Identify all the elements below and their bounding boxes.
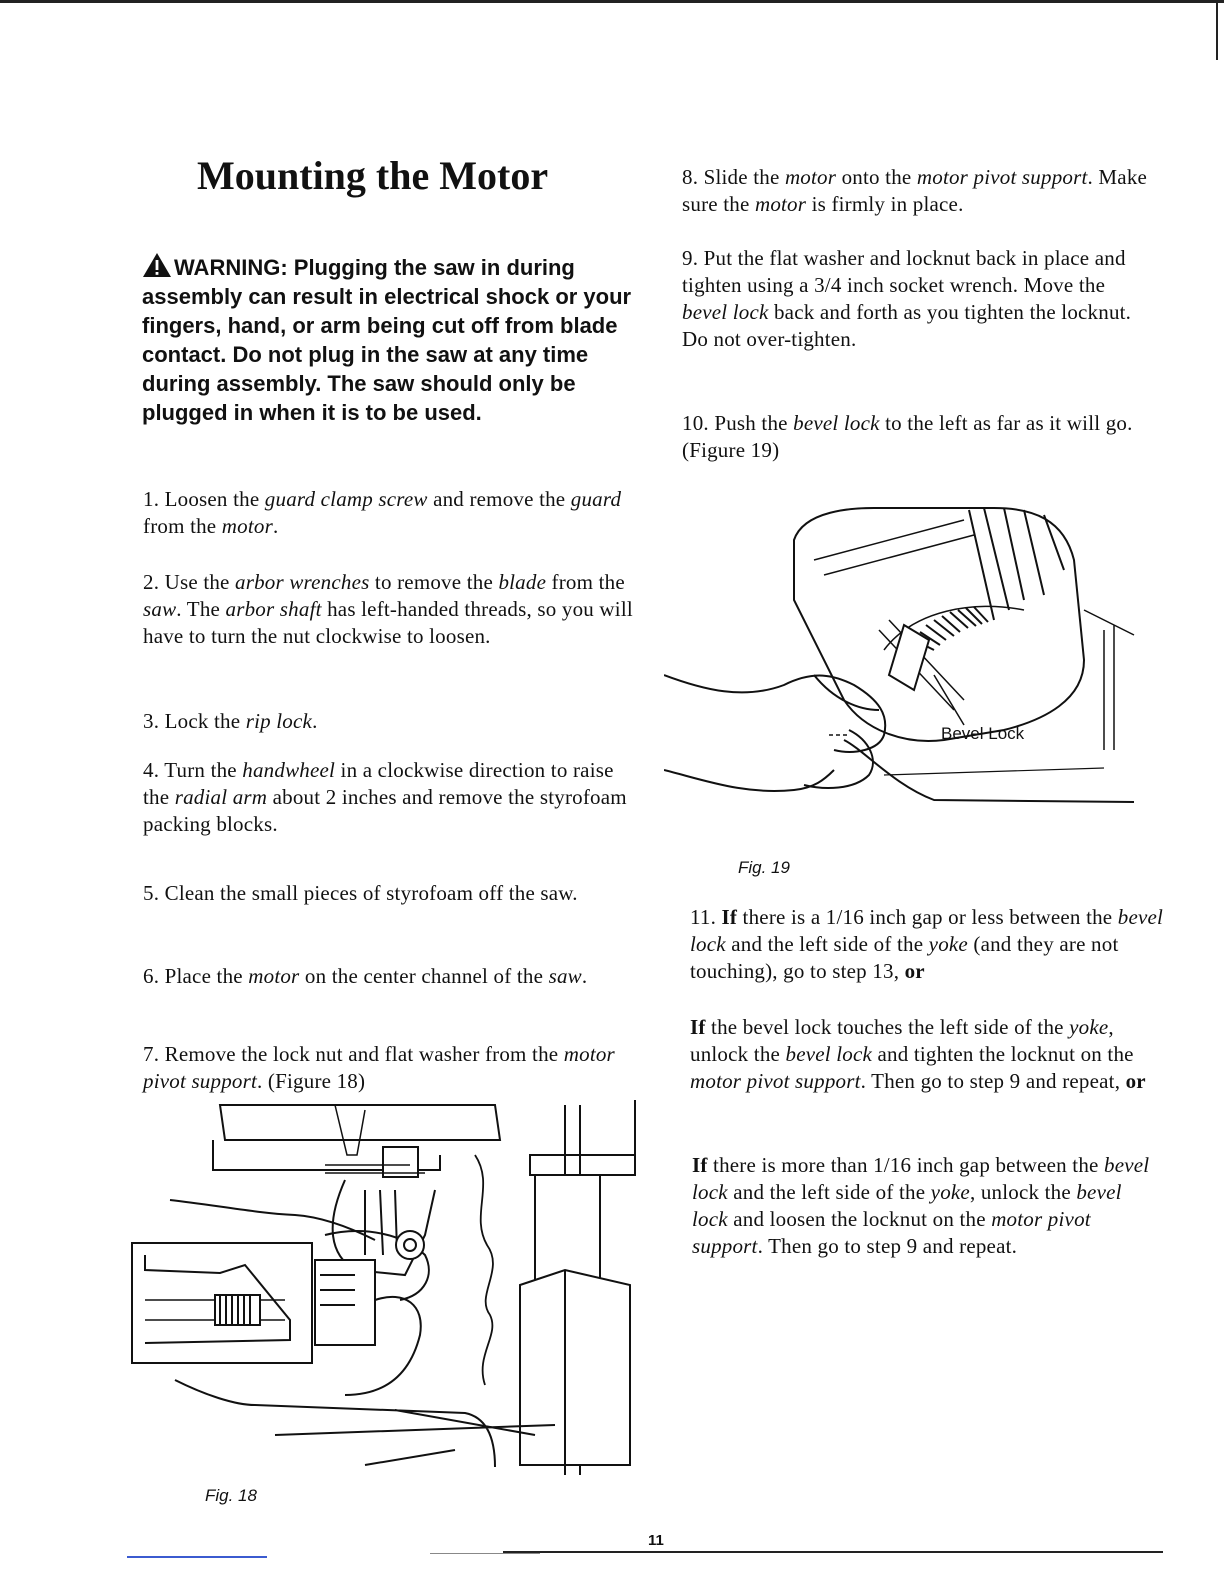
figure-19-bevel-lock-illustration xyxy=(664,500,1144,820)
page-number: 11 xyxy=(648,1532,664,1549)
step-6: 6. Place the motor on the center channel of the saw. xyxy=(143,964,588,988)
step-10: 10. Push the bevel lock to the left as far as it will go. (Figure 19) xyxy=(682,411,1133,462)
step-8: 8. Slide the motor onto the motor pivot support. Make sure the motor is firmly in place. xyxy=(682,165,1148,216)
figure-18-motor-mount-illustration xyxy=(125,1095,645,1475)
step-5: 5. Clean the small pieces of styrofoam off the saw. xyxy=(143,881,578,905)
fig-18-caption: Fig. 18 xyxy=(205,1486,257,1505)
fig-19-caption: Fig. 19 xyxy=(738,858,790,877)
footer-rule-faint xyxy=(430,1553,540,1554)
page-title: Mounting the Motor xyxy=(197,153,549,198)
step-11-alt-a: If the bevel lock touches the left side of the yoke, unlock the bevel lock and tighten the locknut on the motor pivot support. Then go to step 9 and repeat, or xyxy=(690,1015,1146,1093)
right-border-line xyxy=(1216,0,1218,60)
step-3: 3. Lock the rip lock. xyxy=(143,709,318,733)
bevel-lock-label: Bevel Lock xyxy=(941,724,1025,743)
warning-text: WARNING: Plugging the saw in during assembly can result in electrical shock or your fingers, hand, or arm being cut off from blade contact. Do not plug in the saw at any time during assembly. The saw should only be plugged in when it is to be used. xyxy=(142,255,632,425)
warning-block xyxy=(142,252,632,427)
step-9: 9. Put the flat washer and locknut back in place and tighten using a 3/4 inch socket wrench. Move the bevel lock back and forth as you tighten the locknut. Do not over-tighten. xyxy=(682,246,1132,351)
top-border-line xyxy=(0,0,1224,3)
step-11: 11. If there is a 1/16 inch gap or less between the bevel lock and the left side of the yoke (and they are not touching), go to step 13, or xyxy=(690,905,1164,983)
step-1: 1. Loosen the guard clamp screw and remove the guard from the motor. xyxy=(143,487,622,538)
step-7: 7. Remove the lock nut and flat washer from the motor pivot support. (Figure 18) xyxy=(143,1042,615,1093)
step-4: 4. Turn the handwheel in a clockwise direction to raise the radial arm about 2 inches and remove the styrofoam packing blocks. xyxy=(143,758,627,836)
warning-triangle-icon xyxy=(142,252,172,278)
step-2: 2. Use the arbor wrenches to remove the blade from the saw. The arbor shaft has left-handed threads, so you will have to turn the nut clockwise to loosen. xyxy=(143,570,633,648)
step-11-alt-b: If there is more than 1/16 inch gap between the bevel lock and the left side of the yoke, unlock the bevel lock and loosen the locknut on the motor pivot support. Then go to step 9 and repeat. xyxy=(692,1153,1150,1258)
footer-rule xyxy=(503,1551,1163,1553)
blue-underline-mark xyxy=(127,1556,267,1558)
